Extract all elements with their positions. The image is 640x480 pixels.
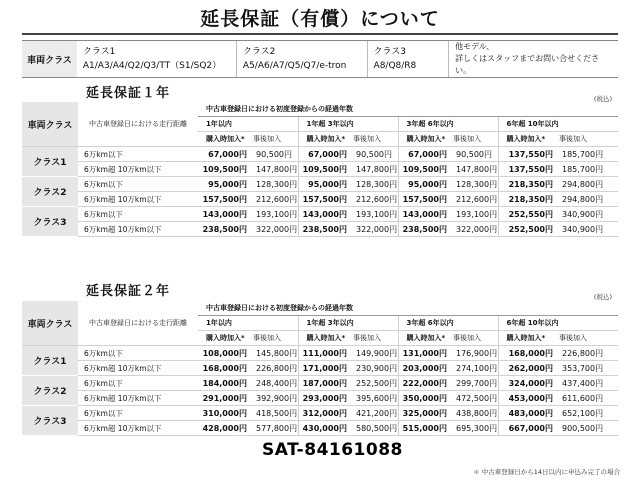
price-post-purchase: 611,600円 bbox=[556, 391, 618, 406]
price-post-purchase: 322,000円 bbox=[450, 222, 498, 237]
price-purchase-time: 310,000円 bbox=[198, 406, 250, 421]
price-purchase-time: 137,550円 bbox=[498, 147, 556, 162]
table-row bbox=[22, 346, 618, 361]
price-post-purchase: 421,200円 bbox=[350, 406, 398, 421]
price-purchase-time: 187,000円 bbox=[298, 376, 350, 391]
price-post-purchase: 90,500円 bbox=[250, 147, 298, 162]
price-post-purchase: 147,800円 bbox=[350, 162, 398, 177]
other-models-note-line1: 他モデル、 bbox=[455, 42, 495, 51]
price-post-purchase: 185,700円 bbox=[556, 162, 618, 177]
price-post-purchase: 193,100円 bbox=[250, 207, 298, 222]
period-header-3: 3年超 6年以内 bbox=[398, 117, 498, 132]
price-purchase-time: 157,500円 bbox=[398, 192, 450, 207]
period-header-4: 6年超 10年以内 bbox=[498, 117, 618, 132]
price-post-purchase: 438,800円 bbox=[450, 406, 498, 421]
mileage-cell: 6万km以下 bbox=[78, 147, 198, 162]
post-purchase-label: 事後加入 bbox=[250, 132, 298, 147]
price-purchase-time: 109,500円 bbox=[398, 162, 450, 177]
price-purchase-time: 67,000円 bbox=[298, 147, 350, 162]
price-post-purchase: 147,800円 bbox=[250, 162, 298, 177]
price-purchase-time: 203,000円 bbox=[398, 361, 450, 376]
price-post-purchase: 90,500円 bbox=[350, 147, 398, 162]
footnote: ＊ 中古車登録日から14日以内に申込み完了の場合 bbox=[473, 468, 620, 476]
header-row bbox=[22, 301, 618, 316]
purchase-time-label: 購入時加入* bbox=[398, 331, 450, 346]
price-purchase-time: 67,000円 bbox=[198, 147, 250, 162]
header-row bbox=[22, 102, 618, 117]
other-models-note bbox=[449, 41, 618, 77]
other-models-note-line2: 詳しくはスタッフまでお問い合せください。 bbox=[455, 54, 600, 75]
post-purchase-label: 事後加入 bbox=[350, 331, 398, 346]
table-row bbox=[22, 192, 618, 207]
vehicle-class-cell: クラス3 bbox=[22, 406, 78, 436]
mileage-cell: 6万km以下 bbox=[78, 406, 198, 421]
price-purchase-time: 312,000円 bbox=[298, 406, 350, 421]
section-1yr-title: 延長保証１年 bbox=[86, 86, 171, 101]
price-purchase-time: 293,000円 bbox=[298, 391, 350, 406]
post-purchase-label: 事後加入 bbox=[556, 132, 618, 147]
price-purchase-time: 108,000円 bbox=[198, 346, 250, 361]
price-post-purchase: 652,100円 bbox=[556, 406, 618, 421]
period-header-2: 1年超 3年以内 bbox=[298, 117, 398, 132]
price-purchase-time: 111,000円 bbox=[298, 346, 350, 361]
post-purchase-label: 事後加入 bbox=[556, 331, 618, 346]
mileage-cell: 6万km以下 bbox=[78, 346, 198, 361]
mileage-cell: 6万km超 10万km以下 bbox=[78, 421, 198, 436]
price-purchase-time: 222,000円 bbox=[398, 376, 450, 391]
price-post-purchase: 577,800円 bbox=[250, 421, 298, 436]
post-purchase-label: 事後加入 bbox=[450, 132, 498, 147]
price-purchase-time: 483,000円 bbox=[498, 406, 556, 421]
table-row bbox=[22, 207, 618, 222]
price-post-purchase: 128,300円 bbox=[450, 177, 498, 192]
class-1-name: クラス1 bbox=[82, 47, 116, 57]
price-post-purchase: 392,900円 bbox=[250, 391, 298, 406]
post-purchase-label: 事後加入 bbox=[250, 331, 298, 346]
price-post-purchase: 145,800円 bbox=[250, 346, 298, 361]
price-post-purchase: 340,900円 bbox=[556, 207, 618, 222]
price-purchase-time: 184,000円 bbox=[198, 376, 250, 391]
price-post-purchase: 185,700円 bbox=[556, 147, 618, 162]
price-post-purchase: 128,300円 bbox=[350, 177, 398, 192]
vehicle-class-legend bbox=[22, 40, 618, 78]
price-post-purchase: 322,000円 bbox=[250, 222, 298, 237]
post-purchase-label: 事後加入 bbox=[450, 331, 498, 346]
price-purchase-time: 350,000円 bbox=[398, 391, 450, 406]
column-header-years: 中古車登録日における初度登録からの経過年数 bbox=[198, 102, 618, 117]
period-header-4: 6年超 10年以内 bbox=[498, 316, 618, 331]
price-purchase-time: 143,000円 bbox=[198, 207, 250, 222]
purchase-time-label: 購入時加入* bbox=[198, 331, 250, 346]
class-2-group bbox=[237, 41, 368, 77]
purchase-time-label: 購入時加入* bbox=[498, 132, 556, 147]
price-purchase-time: 137,550円 bbox=[498, 162, 556, 177]
column-header-mileage: 中古車登録日における走行距離 bbox=[78, 301, 198, 346]
price-post-purchase: 252,500円 bbox=[350, 376, 398, 391]
mileage-cell: 6万km超 10万km以下 bbox=[78, 391, 198, 406]
period-header-2: 1年超 3年以内 bbox=[298, 316, 398, 331]
price-post-purchase: 176,900円 bbox=[450, 346, 498, 361]
vehicle-class-legend-label: 車両クラス bbox=[22, 41, 77, 77]
price-post-purchase: 900,500円 bbox=[556, 421, 618, 436]
price-purchase-time: 218,350円 bbox=[498, 192, 556, 207]
price-post-purchase: 299,700円 bbox=[450, 376, 498, 391]
price-purchase-time: 168,000円 bbox=[498, 346, 556, 361]
price-purchase-time: 171,000円 bbox=[298, 361, 350, 376]
price-purchase-time: 291,000円 bbox=[198, 391, 250, 406]
price-purchase-time: 238,500円 bbox=[298, 222, 350, 237]
price-purchase-time: 218,350円 bbox=[498, 177, 556, 192]
price-purchase-time: 667,000円 bbox=[498, 421, 556, 436]
price-purchase-time: 324,000円 bbox=[498, 376, 556, 391]
class-3-group bbox=[368, 41, 450, 77]
price-purchase-time: 430,000円 bbox=[298, 421, 350, 436]
vehicle-class-cell: クラス2 bbox=[22, 376, 78, 406]
purchase-time-label: 購入時加入* bbox=[498, 331, 556, 346]
price-post-purchase: 193,100円 bbox=[350, 207, 398, 222]
price-post-purchase: 226,800円 bbox=[556, 346, 618, 361]
price-post-purchase: 193,100円 bbox=[450, 207, 498, 222]
price-purchase-time: 252,550円 bbox=[498, 207, 556, 222]
table-row bbox=[22, 391, 618, 406]
price-post-purchase: 147,800円 bbox=[450, 162, 498, 177]
page-title: 延長保証（有償）について bbox=[200, 8, 440, 30]
class-2-name: クラス2 bbox=[242, 47, 276, 57]
column-header-class: 車両クラス bbox=[22, 102, 78, 147]
price-post-purchase: 340,900円 bbox=[556, 222, 618, 237]
vehicle-class-cell: クラス3 bbox=[22, 207, 78, 237]
vehicle-class-cell: クラス1 bbox=[22, 346, 78, 376]
price-purchase-time: 109,500円 bbox=[298, 162, 350, 177]
class-3-name: クラス3 bbox=[373, 47, 407, 57]
section-2yr-title: 延長保証２年 bbox=[86, 284, 171, 299]
price-post-purchase: 230,900円 bbox=[350, 361, 398, 376]
price-post-purchase: 212,600円 bbox=[350, 192, 398, 207]
price-post-purchase: 472,500円 bbox=[450, 391, 498, 406]
price-post-purchase: 90,500円 bbox=[450, 147, 498, 162]
mileage-cell: 6万km超 10万km以下 bbox=[78, 162, 198, 177]
class-1-models: A1/A3/A4/Q2/Q3/TT（S1/SQ2） bbox=[82, 61, 222, 71]
stock-number-watermark: SAT-84161088 bbox=[262, 440, 403, 460]
post-purchase-label: 事後加入 bbox=[350, 132, 398, 147]
mileage-cell: 6万km以下 bbox=[78, 207, 198, 222]
column-header-class: 車両クラス bbox=[22, 301, 78, 346]
price-purchase-time: 157,500円 bbox=[198, 192, 250, 207]
price-purchase-time: 109,500円 bbox=[198, 162, 250, 177]
class-1-group bbox=[77, 41, 237, 77]
price-post-purchase: 226,800円 bbox=[250, 361, 298, 376]
period-header-1: 1年以内 bbox=[198, 117, 298, 132]
purchase-time-label: 購入時加入* bbox=[198, 132, 250, 147]
table-row bbox=[22, 376, 618, 391]
mileage-cell: 6万km超 10万km以下 bbox=[78, 361, 198, 376]
price-post-purchase: 212,600円 bbox=[250, 192, 298, 207]
price-post-purchase: 437,400円 bbox=[556, 376, 618, 391]
price-purchase-time: 238,500円 bbox=[198, 222, 250, 237]
table-row bbox=[22, 177, 618, 192]
table-row bbox=[22, 147, 618, 162]
mileage-cell: 6万km以下 bbox=[78, 376, 198, 391]
price-purchase-time: 143,000円 bbox=[398, 207, 450, 222]
price-post-purchase: 695,300円 bbox=[450, 421, 498, 436]
price-purchase-time: 143,000円 bbox=[298, 207, 350, 222]
price-post-purchase: 294,800円 bbox=[556, 192, 618, 207]
period-header-1: 1年以内 bbox=[198, 316, 298, 331]
price-purchase-time: 252,500円 bbox=[498, 222, 556, 237]
table-row bbox=[22, 406, 618, 421]
class-3-models: A8/Q8/R8 bbox=[373, 61, 417, 71]
price-purchase-time: 262,000円 bbox=[498, 361, 556, 376]
table-row bbox=[22, 361, 618, 376]
price-purchase-time: 428,000円 bbox=[198, 421, 250, 436]
period-header-3: 3年超 6年以内 bbox=[398, 316, 498, 331]
mileage-cell: 6万km超 10万km以下 bbox=[78, 222, 198, 237]
price-post-purchase: 294,800円 bbox=[556, 177, 618, 192]
purchase-time-label: 購入時加入* bbox=[298, 132, 350, 147]
purchase-time-label: 購入時加入* bbox=[298, 331, 350, 346]
section-1yr-tax-note: (税込) bbox=[593, 95, 612, 103]
price-post-purchase: 212,600円 bbox=[450, 192, 498, 207]
price-purchase-time: 515,000円 bbox=[398, 421, 450, 436]
warranty-2yr-table bbox=[22, 301, 618, 436]
price-post-purchase: 418,500円 bbox=[250, 406, 298, 421]
price-post-purchase: 149,900円 bbox=[350, 346, 398, 361]
price-purchase-time: 95,000円 bbox=[298, 177, 350, 192]
price-purchase-time: 95,000円 bbox=[198, 177, 250, 192]
title-divider bbox=[22, 33, 618, 35]
column-header-mileage: 中古車登録日における走行距離 bbox=[78, 102, 198, 147]
table-row bbox=[22, 421, 618, 436]
price-post-purchase: 322,000円 bbox=[350, 222, 398, 237]
price-purchase-time: 157,500円 bbox=[298, 192, 350, 207]
mileage-cell: 6万km超 10万km以下 bbox=[78, 192, 198, 207]
price-purchase-time: 95,000円 bbox=[398, 177, 450, 192]
class-2-models: A5/A6/A7/Q5/Q7/e-tron bbox=[242, 61, 347, 71]
price-post-purchase: 580,500円 bbox=[350, 421, 398, 436]
price-post-purchase: 274,100円 bbox=[450, 361, 498, 376]
purchase-time-label: 購入時加入* bbox=[398, 132, 450, 147]
price-purchase-time: 168,000円 bbox=[198, 361, 250, 376]
price-purchase-time: 325,000円 bbox=[398, 406, 450, 421]
mileage-cell: 6万km以下 bbox=[78, 177, 198, 192]
price-post-purchase: 128,300円 bbox=[250, 177, 298, 192]
warranty-1yr-table bbox=[22, 102, 618, 237]
price-post-purchase: 353,700円 bbox=[556, 361, 618, 376]
price-purchase-time: 67,000円 bbox=[398, 147, 450, 162]
column-header-years: 中古車登録日における初度登録からの経過年数 bbox=[198, 301, 618, 316]
price-post-purchase: 395,600円 bbox=[350, 391, 398, 406]
price-purchase-time: 238,500円 bbox=[398, 222, 450, 237]
price-post-purchase: 248,400円 bbox=[250, 376, 298, 391]
vehicle-class-cell: クラス1 bbox=[22, 147, 78, 177]
price-purchase-time: 131,000円 bbox=[398, 346, 450, 361]
section-2yr-tax-note: (税込) bbox=[593, 293, 612, 301]
vehicle-class-cell: クラス2 bbox=[22, 177, 78, 207]
price-purchase-time: 453,000円 bbox=[498, 391, 556, 406]
table-row bbox=[22, 222, 618, 237]
table-row bbox=[22, 162, 618, 177]
